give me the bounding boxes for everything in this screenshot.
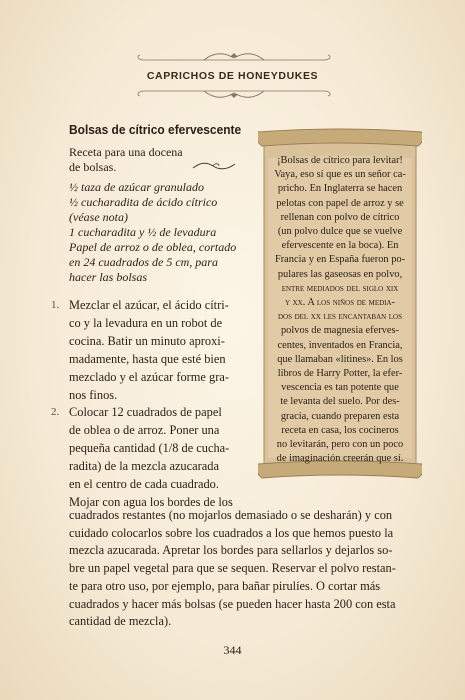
ornament-top-icon: [134, 51, 334, 65]
step-number: 1.: [51, 299, 60, 311]
running-header: CAPRICHOS DE HONEYDUKES: [146, 70, 319, 82]
page-number: 344: [223, 643, 242, 657]
swirl-ornament-icon: [191, 160, 237, 172]
step-list: [51, 297, 249, 512]
recipe-title: Bolsas de cítrico efervescente: [69, 122, 242, 137]
step-item: 2. Colocar 12 cuadrados de papel de oblea o de arroz. Poner una pequeña cantidad (1/8 de cucha- radita) de la mezcla azucarada en el centro de cada cuadrado. Mojar con agua los bordes de los: [51, 405, 233, 509]
ingredient-item: 1 cucharadita y ½ de levadura: [69, 225, 217, 239]
ornament-bottom-icon: [134, 86, 334, 100]
ingredient-list: [69, 180, 265, 285]
step-number: 2.: [51, 406, 60, 419]
step-continuation: cuadrados restantes (no mojarlos demasiado o se desharán) y con cuidado colocarlos sobre los cuadrados a los que hemos puesto la mezcla azucarada. Apretar los bordes para sellarlos y dejarlos so- bre un papel vegetal para que se sequen. Reservar el polvo restan- te para otro uso, por ejemplo, para bañar pirulíes. O cortar más cuadrados y hacer más bolsas (se pueden hacer hasta 200 con esta cantidad de mezcla).: [69, 508, 396, 629]
recipe-intro: [69, 145, 183, 175]
ingredient-item: Papel de arroz o de oblea, cortado en 24 cuadrados de 5 cm, para hacer las bolsas: [69, 240, 237, 284]
step-item: 1. Mezclar el azúcar, el ácido cítri- co y la levadura en un robot de cocina. Batir un minuto aproxi- madamente, hasta que esté bien mezclado y el azúcar forme gra- nos finos.: [51, 298, 229, 402]
intro-line: Receta para una docena: [69, 145, 183, 159]
intro-line: de bolsas.: [69, 160, 117, 174]
ingredient-item: ½ cucharadita de ácido cítrico (véase nota): [69, 195, 218, 224]
parchment-scroll-sidebar: [258, 128, 422, 480]
ingredient-item: ½ taza de azúcar granulado: [69, 180, 204, 194]
sidebar-text: ¡Bolsas de cítrico para levitar! Vaya, eso sí que es un señor ca- pricho. En Inglaterra se hacen pelotas con papel de arroz y se rellenan con polvo de cítrico (un polvo dulce que se vuelve efervescente en la boca). En Francia y en España fueron po- pulares las gaseosas en polvo, entre mediados del siglo xix y xx. A los niños de media- dos del xx les encantaban los polvos de magnesia eferves- centes, inventados en Francia, que llamaban «litines». En los libros de Harry Potter, la efer- vescencia es tan potente que te levanta del suelo. Por des- gracia, cuando preparen esta receta en casa, los cocineros no levitarán, pero con un poco de imaginación creerán que sí.: [274, 155, 406, 465]
